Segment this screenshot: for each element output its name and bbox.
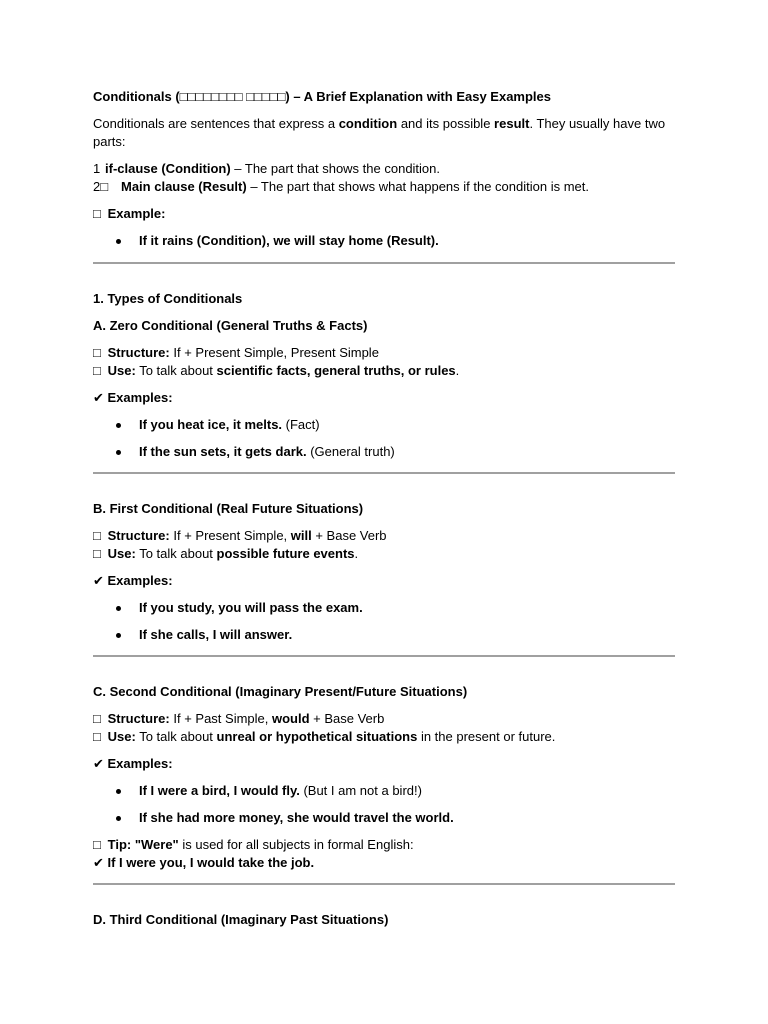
intro-text: Conditionals are sentences that express a bbox=[93, 116, 339, 131]
example-note: (Fact) bbox=[282, 417, 320, 432]
example-note: (But I am not a bird!) bbox=[299, 783, 422, 798]
third-heading bbox=[93, 911, 675, 929]
example-heading bbox=[93, 205, 675, 223]
examples-label: ✔ Examples: bbox=[93, 390, 173, 405]
example-note: (General truth) bbox=[306, 444, 395, 459]
use-text: . bbox=[354, 546, 359, 561]
structure-text: + Base Verb bbox=[309, 711, 385, 726]
first-example-list bbox=[93, 599, 675, 644]
use-text: To talk about bbox=[135, 546, 217, 561]
example-list bbox=[93, 232, 675, 250]
list-item bbox=[93, 416, 675, 434]
structure-label: Structure: bbox=[107, 345, 170, 360]
part-number: 2□ bbox=[93, 179, 109, 194]
use-label: Use: bbox=[107, 363, 136, 378]
first-heading-text: B. First Conditional (Real Future Situations) bbox=[93, 501, 364, 516]
second-examples-label bbox=[93, 755, 675, 773]
use-text: . bbox=[455, 363, 460, 378]
section-divider bbox=[93, 655, 675, 657]
intro-bold-condition: condition bbox=[338, 116, 398, 131]
document-title bbox=[93, 88, 675, 106]
first-use bbox=[93, 545, 675, 563]
first-heading bbox=[93, 500, 675, 518]
title-native-script: □□□□□□□□ □□□□□ bbox=[179, 89, 286, 104]
examples-label: ✔ Examples: bbox=[93, 573, 173, 588]
structure-symbol-icon: □ bbox=[93, 528, 101, 543]
part-number: 1 bbox=[93, 161, 101, 176]
use-bold: scientific facts, general truths, or rules bbox=[216, 363, 456, 378]
zero-examples-label bbox=[93, 389, 675, 407]
second-use bbox=[93, 728, 675, 746]
intro-bold-result: result bbox=[494, 116, 530, 131]
structure-label: Structure: bbox=[107, 711, 170, 726]
section-divider bbox=[93, 262, 675, 264]
list-item bbox=[93, 599, 675, 617]
list-item bbox=[93, 443, 675, 461]
use-bold: unreal or hypothetical situations bbox=[216, 729, 418, 744]
use-bold: possible future events bbox=[216, 546, 355, 561]
structure-label: Structure: bbox=[107, 528, 170, 543]
part-item bbox=[93, 178, 675, 196]
list-item bbox=[93, 782, 675, 800]
second-example-list bbox=[93, 782, 675, 827]
example-bold: If you heat ice, it melts. bbox=[139, 417, 283, 432]
section-divider bbox=[93, 472, 675, 474]
list-item bbox=[93, 626, 675, 644]
use-symbol-icon: □ bbox=[93, 363, 101, 378]
list-item bbox=[93, 809, 675, 827]
example-label: Example: bbox=[107, 206, 166, 221]
structure-bold: would bbox=[272, 711, 310, 726]
zero-heading bbox=[93, 317, 675, 335]
use-symbol-icon: □ bbox=[93, 729, 101, 744]
example-bold: If you study, you will pass the exam. bbox=[139, 600, 363, 615]
part-label: if-clause (Condition) bbox=[105, 161, 231, 176]
types-heading bbox=[93, 290, 675, 308]
part-text: – The part that shows the condition. bbox=[230, 161, 441, 176]
intro-paragraph bbox=[93, 115, 675, 151]
zero-example-list bbox=[93, 416, 675, 461]
part-text: – The part that shows what happens if the condition is met. bbox=[246, 179, 589, 194]
list-item bbox=[93, 232, 675, 250]
tip-bold: "Were" bbox=[134, 837, 179, 852]
second-tip bbox=[93, 836, 675, 854]
example-bold: If I were a bird, I would fly. bbox=[139, 783, 300, 798]
structure-text: + Base Verb bbox=[311, 528, 387, 543]
zero-structure bbox=[93, 344, 675, 362]
document-content bbox=[93, 88, 675, 929]
use-label: Use: bbox=[107, 729, 136, 744]
structure-text: If + Present Simple, Present Simple bbox=[169, 345, 379, 360]
zero-heading-text: A. Zero Conditional (General Truths & Facts) bbox=[93, 318, 368, 333]
title-prefix: Conditionals ( bbox=[93, 89, 180, 104]
use-text: in the present or future. bbox=[417, 729, 556, 744]
second-structure bbox=[93, 710, 675, 728]
structure-text: If + Present Simple, bbox=[169, 528, 291, 543]
tip-label: Tip: bbox=[107, 837, 132, 852]
part-label: Main clause (Result) bbox=[121, 179, 247, 194]
example-bold: If the sun sets, it gets dark. bbox=[139, 444, 307, 459]
structure-symbol-icon: □ bbox=[93, 711, 101, 726]
intro-text: . They usually have two parts: bbox=[93, 116, 666, 149]
structure-bold: will bbox=[290, 528, 312, 543]
second-heading bbox=[93, 683, 675, 701]
use-label: Use: bbox=[107, 546, 136, 561]
title-suffix: ) – A Brief Explanation with Easy Examples bbox=[285, 89, 551, 104]
tip-text: is used for all subjects in formal English: bbox=[178, 837, 414, 852]
intro-text: and its possible bbox=[397, 116, 495, 131]
section-divider bbox=[93, 883, 675, 885]
example-symbol-icon: □ bbox=[93, 206, 101, 221]
first-structure bbox=[93, 527, 675, 545]
third-heading-text: D. Third Conditional (Imaginary Past Situations) bbox=[93, 912, 389, 927]
types-heading-text: 1. Types of Conditionals bbox=[93, 291, 243, 306]
tip-symbol-icon: □ bbox=[93, 837, 101, 852]
structure-symbol-icon: □ bbox=[93, 345, 101, 360]
example-text: If it rains (Condition), we will stay home (Result). bbox=[139, 233, 439, 248]
use-text: To talk about bbox=[135, 363, 217, 378]
second-heading-text: C. Second Conditional (Imaginary Present/Future Situations) bbox=[93, 684, 468, 699]
second-tip-example bbox=[93, 854, 675, 872]
tip-example-text: ✔ If I were you, I would take the job. bbox=[93, 855, 315, 870]
zero-use bbox=[93, 362, 675, 380]
use-symbol-icon: □ bbox=[93, 546, 101, 561]
example-bold: If she had more money, she would travel the world. bbox=[139, 810, 454, 825]
part-item bbox=[93, 160, 675, 178]
first-examples-label bbox=[93, 572, 675, 590]
use-text: To talk about bbox=[135, 729, 217, 744]
example-bold: If she calls, I will answer. bbox=[139, 627, 293, 642]
structure-text: If + Past Simple, bbox=[169, 711, 272, 726]
examples-label: ✔ Examples: bbox=[93, 756, 173, 771]
